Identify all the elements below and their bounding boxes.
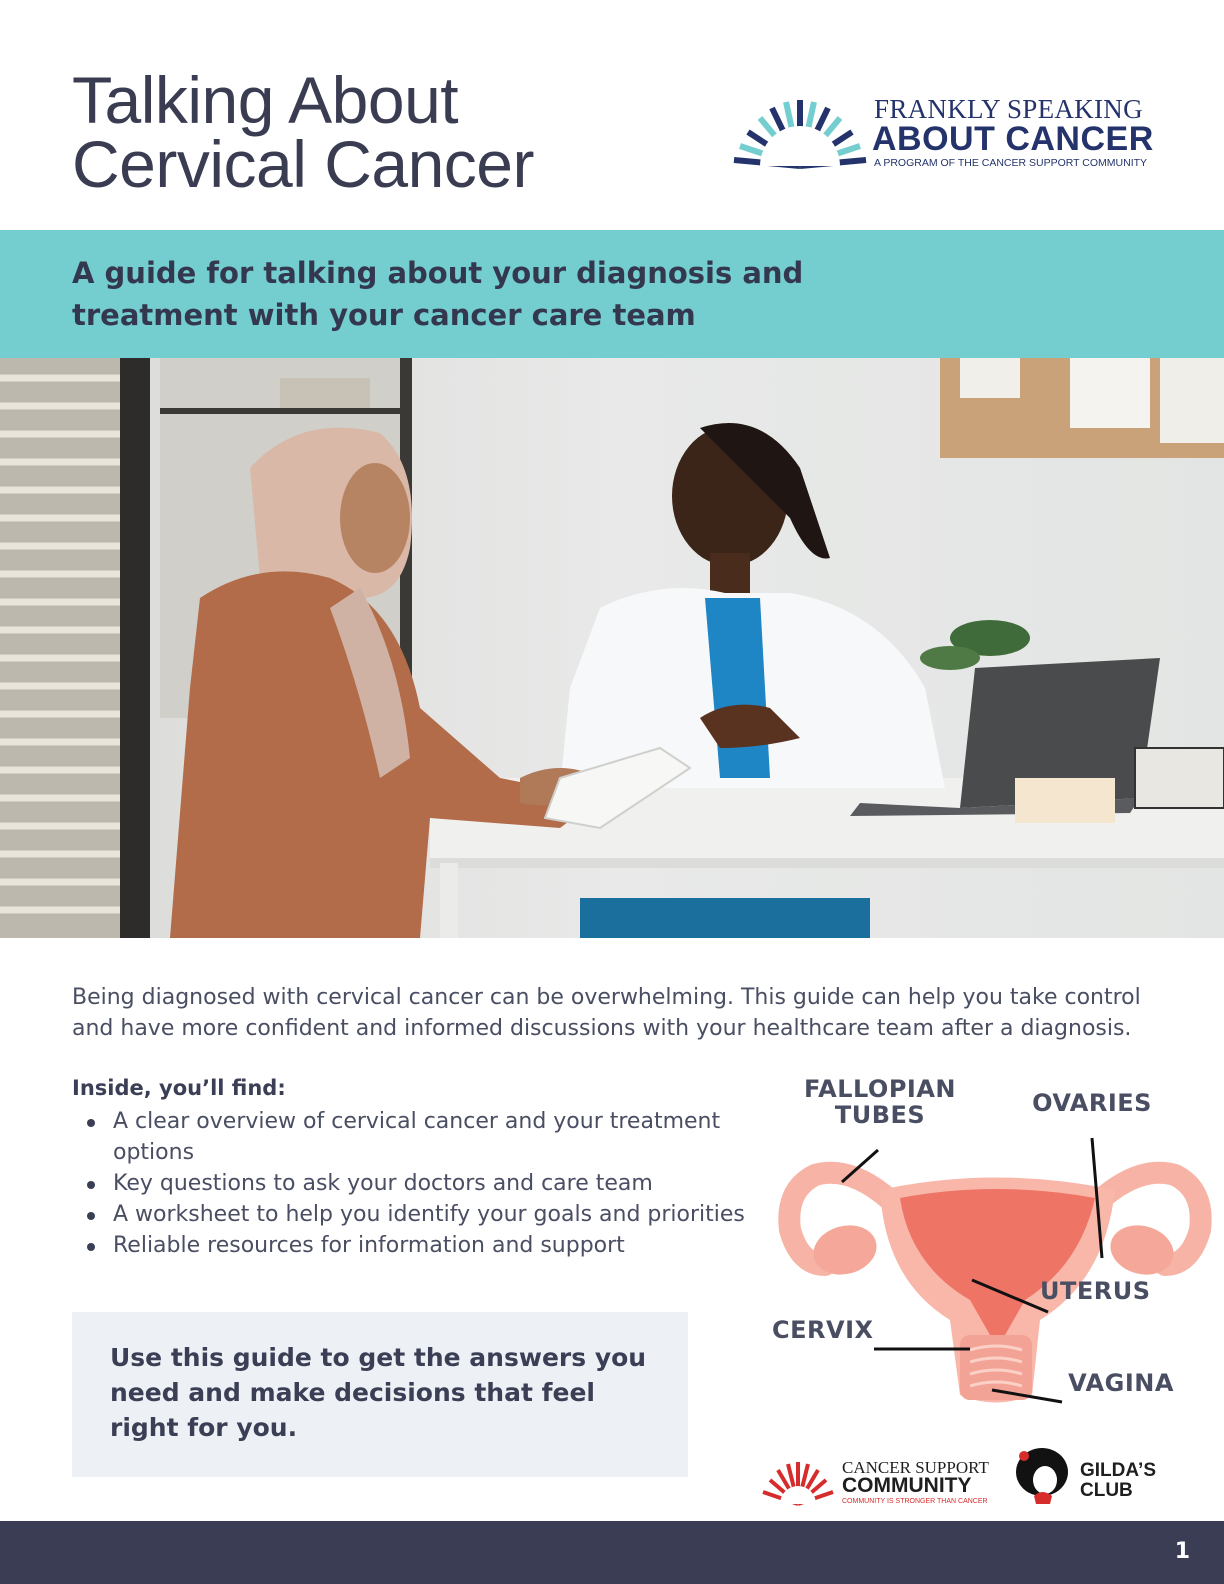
label-ovaries: OVARIES <box>1032 1089 1152 1117</box>
gildas-club-logo <box>1012 1446 1162 1506</box>
title-line-2: Cervical Cancer <box>72 127 534 201</box>
inside-heading: Inside, you’ll find: <box>72 1076 286 1100</box>
label-cervix: CERVIX <box>772 1316 874 1344</box>
sunburst-logo-icon <box>730 94 870 174</box>
cancer-support-community-logo <box>758 1458 988 1508</box>
list-item: Key questions to ask your doctors and care team <box>72 1168 772 1199</box>
doctor-patient-photo <box>0 358 1224 938</box>
inside-list <box>72 1106 772 1261</box>
label-fallopian-tubes: FALLOPIAN TUBES <box>803 1075 957 1129</box>
logo-line-3: A PROGRAM OF THE CANCER SUPPORT COMMUNITY <box>874 157 1148 169</box>
banner-text: A guide for talking about your diagnosis and treatment with your cancer care team <box>72 256 804 332</box>
page-footer <box>0 1521 1224 1584</box>
anatomy-diagram <box>770 1075 1224 1430</box>
gilda-portrait-icon <box>1012 1446 1072 1506</box>
gilda-line-2: CLUB <box>1080 1480 1133 1501</box>
frankly-speaking-logo <box>730 94 1170 174</box>
csc-tagline: COMMUNITY IS STRONGER THAN CANCER <box>842 1498 988 1505</box>
logo-line-2: ABOUT CANCER <box>872 120 1154 158</box>
label-uterus: UTERUS <box>1040 1277 1151 1305</box>
page-number: 1 <box>1174 1539 1190 1564</box>
list-item: A worksheet to help you identify your goals and priorities <box>72 1199 772 1230</box>
logo-line-1: FRANKLY SPEAKING <box>874 94 1143 124</box>
csc-sunburst-icon <box>758 1458 838 1508</box>
list-item: Reliable resources for information and support <box>72 1230 772 1261</box>
page-title <box>72 63 534 201</box>
gilda-line-1: GILDA’S <box>1080 1460 1157 1481</box>
subtitle-banner <box>0 230 1224 358</box>
label-vagina: VAGINA <box>1068 1369 1174 1397</box>
intro-paragraph: Being diagnosed with cervical cancer can be overwhelming. This guide can help you take control and have more confident and informed discussions with your healthcare team after a diagnosis. <box>72 985 1141 1041</box>
list-item: A clear overview of cervical cancer and your treatment options <box>72 1106 772 1168</box>
csc-line-2: COMMUNITY <box>842 1474 972 1497</box>
callout-box <box>72 1312 688 1477</box>
csc-line-1: CANCER SUPPORT <box>842 1458 989 1477</box>
callout-text: Use this guide to get the answers you need and make decisions that feel right for you. <box>110 1343 647 1442</box>
photo-illustration <box>0 358 1224 938</box>
title-line-1: Talking About <box>72 63 459 137</box>
